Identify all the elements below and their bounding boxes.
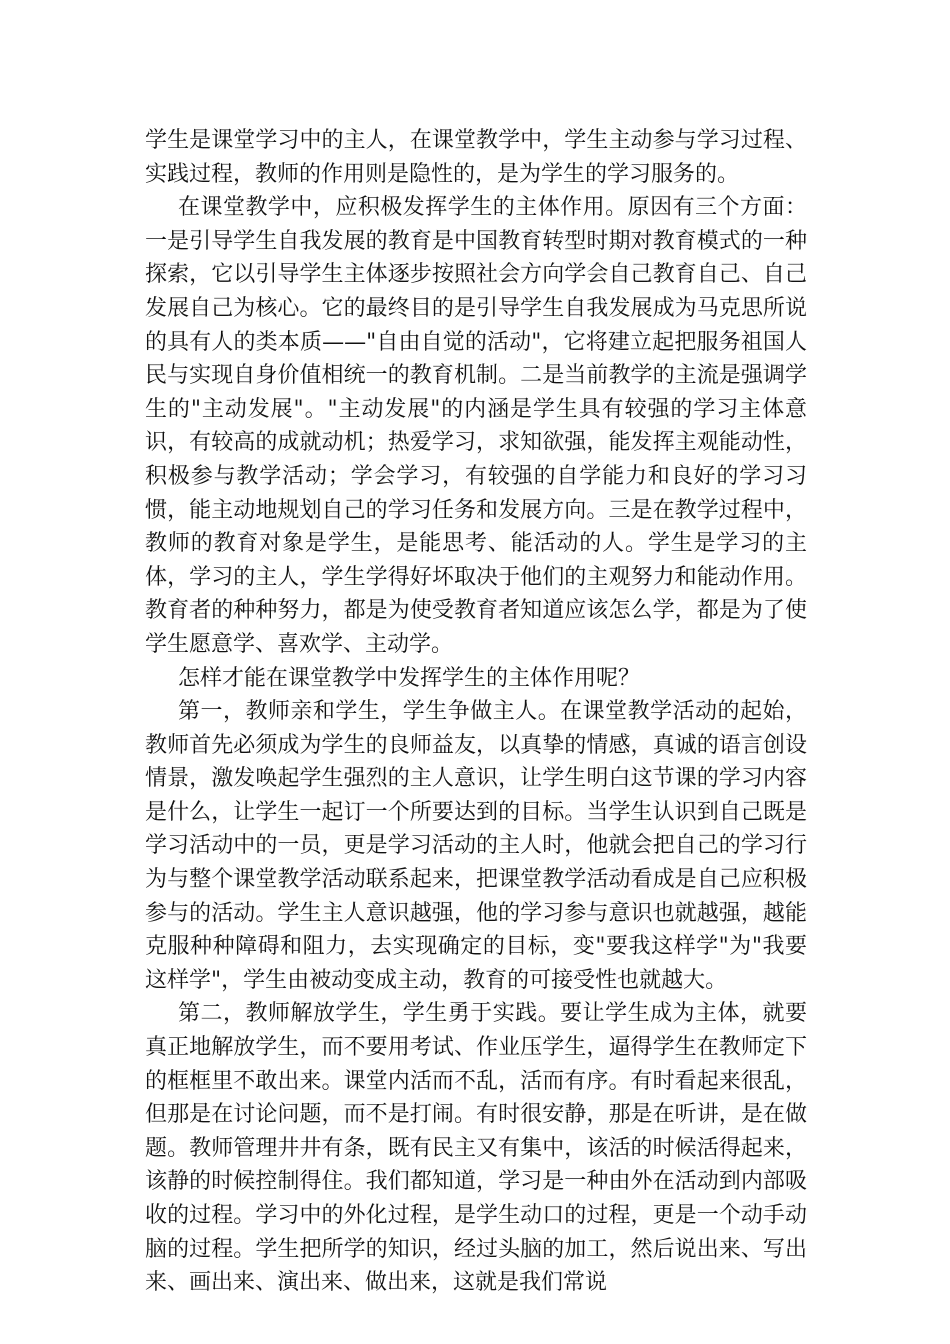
paragraph-question: 怎样才能在课堂教学中发挥学生的主体作用呢？: [178, 665, 641, 691]
paragraph-reasons: 在课堂教学中，应积极发挥学生的主体作用。原因有三个方面：一是引导学生自我发展的教育是中国教育转型时期对教育模式的一种探索，它以引导学生主体逐步按照社会方向学会自己教育自己、自己发展自己为核心。它的最终目的是引导学生自我发展成为马克思所说的具有人的类本质——"自由自觉的活动"，它将建立起把服务祖国人民与实现自身价值相统一的教育机制。二是当前教学的主流是强调学生的"主动发展"。"主动发展"的内涵是学生具有较强的学习主体意识，有较高的成就动机；热爱学习，求知欲强，能发挥主观能动性，积极参与教学活动；学会学习，有较强的自学能力和良好的学习习惯，能主动地规划自己的学习任务和发展方向。三是在教学过程中，教师的教育对象是学生，是能思考、能活动的人。学生是学习的主体，学习的主人，学生学得好坏取决于他们的主观努力和能动作用。教育者的种种努力，都是为使受教育者知道应该怎么学，都是为了使学生愿意学、喜欢学、主动学。: [145, 195, 807, 657]
document-body: [145, 124, 807, 1300]
paragraph-first-point: 第一，教师亲和学生，学生争做主人。在课堂教学活动的起始，教师首先必须成为学生的良师益友，以真挚的情感，真诚的语言创设情景，激发唤起学生强烈的主人意识，让学生明白这节课的学习内容是什么，让学生一起订一个所要达到的目标。当学生认识到自己既是学习活动中的一员，更是学习活动的主人时，他就会把自己的学习行为与整个课堂教学活动联系起来，把课堂教学活动看成是自己应积极参与的活动。学生主人意识越强，他的学习参与意识也就越强，越能克服种种障碍和阻力，去实现确定的目标，变"要我这样学"为"我要这样学"，学生由被动变成主动，教育的可接受性也就越大。: [145, 699, 807, 993]
paragraph-second-point: 第二，教师解放学生，学生勇于实践。要让学生成为主体，就要真正地解放学生，而不要用考试、作业压学生，逼得学生在教师定下的框框里不敢出来。课堂内活而不乱，活而有序。有时看起来很乱，但那是在讨论问题，而不是打闹。有时很安静，那是在听讲，是在做题。教师管理井井有条，既有民主又有集中，该活的时候活得起来，该静的时候控制得住。我们都知道，学习是一种由外在活动到内部吸收的过程。学习中的外化过程，是学生动口的过程，更是一个动手动脑的过程。学生把所学的知识，经过头脑的加工，然后说出来、写出来、画出来、演出来、做出来，这就是我们常说: [145, 1001, 807, 1296]
paragraph-continuation: 学生是课堂学习中的主人，在课堂教学中，学生主动参与学习过程、实践过程，教师的作用则是隐性的，是为学生的学习服务的。: [145, 128, 807, 187]
